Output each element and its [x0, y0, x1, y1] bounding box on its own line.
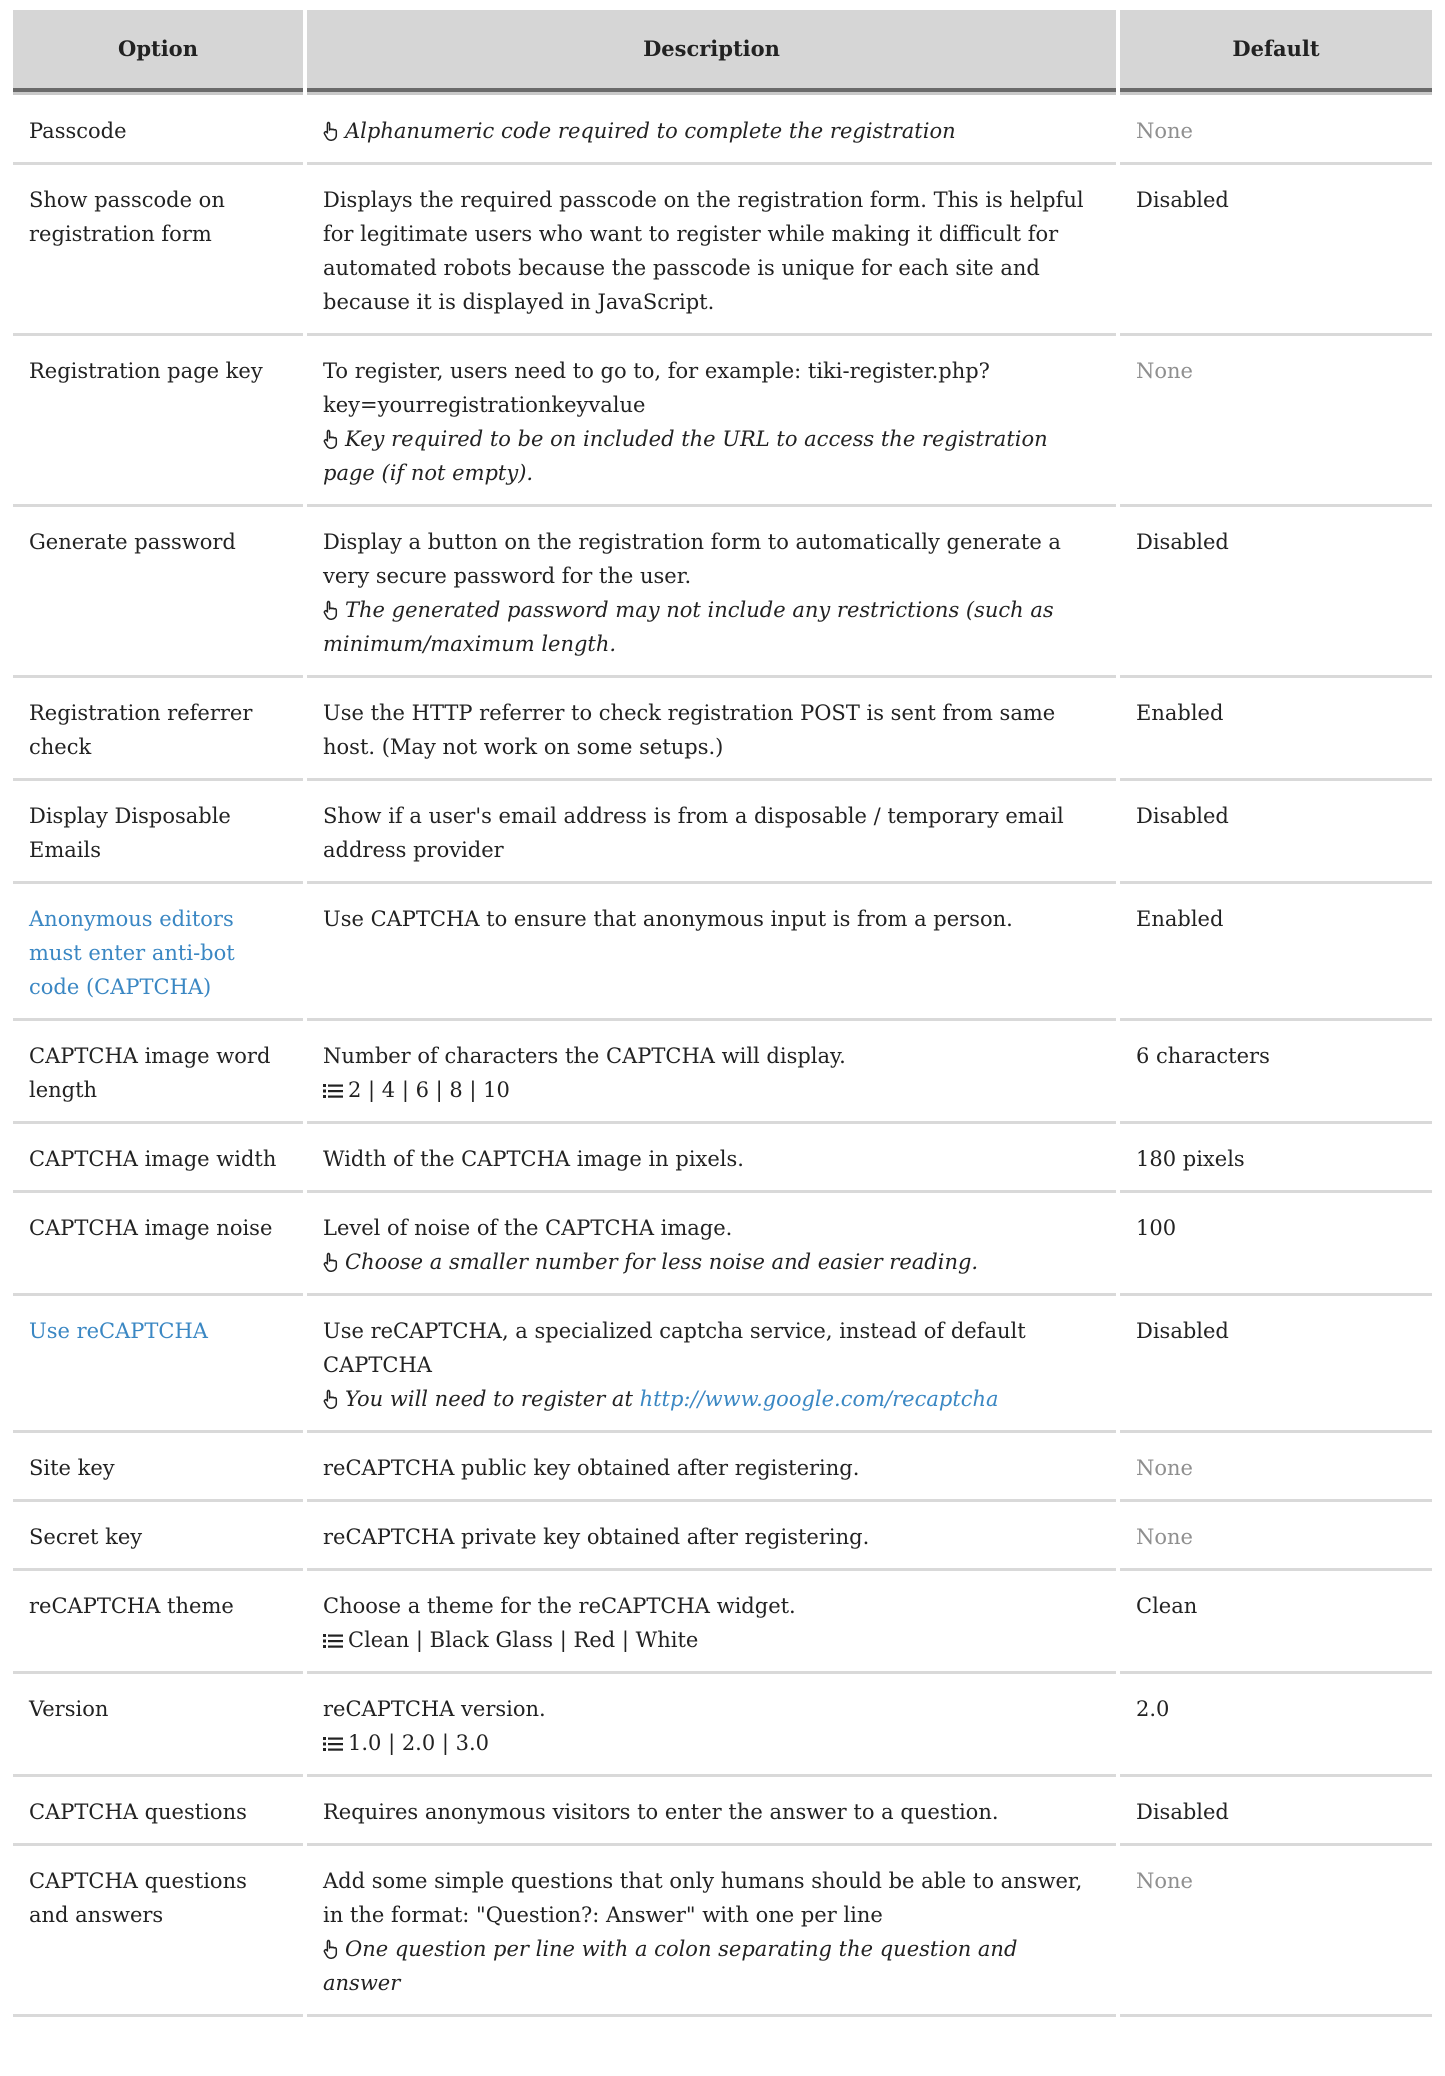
hint-line: [323, 1382, 1100, 1416]
description-text: reCAPTCHA public key obtained after registering.: [323, 1456, 860, 1480]
description-text: Add some simple questions that only humans should be able to answer, in the format: "Question?: Answer" with one per line: [323, 1869, 1083, 1927]
default-cell: [1120, 92, 1432, 165]
table-row: [13, 1777, 1432, 1846]
default-value: None: [1136, 1525, 1193, 1549]
table-row: [13, 507, 1432, 678]
description-cell: [307, 1777, 1116, 1846]
table-row: [13, 1124, 1432, 1193]
description-text: Number of characters the CAPTCHA will display.: [323, 1044, 846, 1068]
description-cell: [307, 1021, 1116, 1124]
table-row: [13, 1674, 1432, 1777]
option-cell: [13, 1571, 303, 1674]
option-cell: [13, 781, 303, 884]
description-cell: [307, 507, 1116, 678]
default-value: Disabled: [1136, 530, 1229, 554]
description-text: Choose a theme for the reCAPTCHA widget.: [323, 1594, 796, 1618]
hint-text: Choose a smaller number for less noise and easier reading.: [345, 1250, 979, 1274]
description-text: Use CAPTCHA to ensure that anonymous input is from a person.: [323, 907, 1013, 931]
choices-text: Clean | Black Glass | Red | White: [348, 1628, 699, 1652]
default-value: 180 pixels: [1136, 1147, 1245, 1171]
table-body: [13, 92, 1432, 2017]
preferences-table: [9, 10, 1436, 2017]
option-cell: [13, 1124, 303, 1193]
option-cell: [13, 1674, 303, 1777]
option-cell: [13, 1021, 303, 1124]
option-link[interactable]: Anonymous editors must enter anti-bot code (CAPTCHA): [29, 907, 235, 999]
description-cell: [307, 1296, 1116, 1433]
choices-line: [323, 1726, 1100, 1760]
default-cell: [1120, 678, 1432, 781]
option-label: Secret key: [29, 1525, 143, 1549]
option-label: CAPTCHA image width: [29, 1147, 277, 1171]
default-cell: [1120, 1846, 1432, 2017]
default-value: Enabled: [1136, 907, 1224, 931]
table-row: [13, 884, 1432, 1021]
description-text: Width of the CAPTCHA image in pixels.: [323, 1147, 744, 1171]
option-label: CAPTCHA questions and answers: [29, 1869, 247, 1927]
table-row: [13, 1502, 1432, 1571]
option-label: CAPTCHA questions: [29, 1800, 247, 1824]
hint-line: [323, 1932, 1100, 2000]
description-cell: [307, 1674, 1116, 1777]
option-cell: [13, 336, 303, 507]
table-row: [13, 1571, 1432, 1674]
column-header-default[interactable]: Default: [1120, 10, 1432, 92]
default-cell: [1120, 165, 1432, 336]
hint-text: Key required to be on included the URL to access the registration page (if not empty).: [323, 427, 1048, 485]
option-label: Display Disposable Emails: [29, 804, 231, 862]
hint-text: The generated password may not include any restrictions (such as minimum/maximum length.: [323, 598, 1054, 656]
list-icon: [323, 1073, 343, 1107]
preferences-table-container: [9, 10, 1436, 2017]
default-cell: [1120, 1433, 1432, 1502]
hand-pointer-icon: [323, 1382, 341, 1416]
option-cell: [13, 507, 303, 678]
hint-text: One question per line with a colon separating the question and answer: [323, 1937, 1018, 1995]
option-cell: [13, 884, 303, 1021]
table-row: [13, 1296, 1432, 1433]
option-label: Registration referrer check: [29, 701, 253, 759]
default-value: Disabled: [1136, 1800, 1229, 1824]
choices-text: 2 | 4 | 6 | 8 | 10: [348, 1078, 510, 1102]
hint-text: You will need to register at: [345, 1387, 640, 1411]
hint-link[interactable]: http://www.google.com/recaptcha: [639, 1387, 999, 1411]
column-header-option[interactable]: Option: [13, 10, 303, 92]
default-cell: [1120, 781, 1432, 884]
description-text: reCAPTCHA version.: [323, 1697, 546, 1721]
option-label: Registration page key: [29, 359, 263, 383]
table-row: [13, 678, 1432, 781]
default-cell: [1120, 1502, 1432, 1571]
table-row: [13, 165, 1432, 336]
default-value: None: [1136, 1456, 1193, 1480]
description-text: Level of noise of the CAPTCHA image.: [323, 1216, 733, 1240]
option-label: reCAPTCHA theme: [29, 1594, 234, 1618]
hint-line: [323, 1245, 1100, 1279]
description-text: Use the HTTP referrer to check registration POST is sent from same host. (May not work on some setups.): [323, 701, 1056, 759]
hand-pointer-icon: [323, 1245, 341, 1279]
default-value: 2.0: [1136, 1697, 1170, 1721]
description-cell: [307, 1571, 1116, 1674]
description-cell: [307, 678, 1116, 781]
hint-line: [323, 422, 1100, 490]
option-label: Version: [29, 1697, 109, 1721]
default-cell: [1120, 1296, 1432, 1433]
option-label: CAPTCHA image word length: [29, 1044, 271, 1102]
description-cell: [307, 92, 1116, 165]
table-row: [13, 1193, 1432, 1296]
description-cell: [307, 1433, 1116, 1502]
table-row: [13, 1846, 1432, 2017]
option-cell: [13, 92, 303, 165]
hand-pointer-icon: [323, 114, 341, 148]
table-row: [13, 336, 1432, 507]
default-value: 6 characters: [1136, 1044, 1270, 1068]
column-header-description[interactable]: Description: [307, 10, 1116, 92]
default-cell: [1120, 1674, 1432, 1777]
hand-pointer-icon: [323, 422, 341, 456]
description-cell: [307, 1193, 1116, 1296]
default-value: 100: [1136, 1216, 1177, 1240]
default-value: Disabled: [1136, 1319, 1229, 1343]
default-value: Enabled: [1136, 701, 1224, 725]
description-cell: [307, 336, 1116, 507]
option-label: Passcode: [29, 119, 127, 143]
description-text: Use reCAPTCHA, a specialized captcha service, instead of default CAPTCHA: [323, 1319, 1026, 1377]
table-row: [13, 92, 1432, 165]
header-row: [13, 10, 1432, 92]
table-row: [13, 781, 1432, 884]
hand-pointer-icon: [323, 593, 341, 627]
default-value: Clean: [1136, 1594, 1198, 1618]
default-cell: [1120, 507, 1432, 678]
list-icon: [323, 1726, 343, 1760]
choices-line: [323, 1623, 1100, 1657]
option-link[interactable]: Use reCAPTCHA: [29, 1319, 208, 1343]
table-row: [13, 1021, 1432, 1124]
option-label: Show passcode on registration form: [29, 188, 225, 246]
option-cell: [13, 1296, 303, 1433]
option-cell: [13, 1502, 303, 1571]
description-text: Display a button on the registration form to automatically generate a very secure password for the user.: [323, 530, 1061, 588]
description-cell: [307, 1846, 1116, 2017]
default-value: Disabled: [1136, 804, 1229, 828]
description-text: Displays the required passcode on the registration form. This is helpful for legitimate users who want to register while making it difficult for automated robots because the passcode is unique for each site and because it is displayed in JavaScript.: [323, 188, 1084, 314]
default-value: None: [1136, 359, 1193, 383]
table-row: [13, 1433, 1432, 1502]
hint-line: [323, 593, 1100, 661]
list-icon: [323, 1623, 343, 1657]
choices-text: 1.0 | 2.0 | 3.0: [348, 1731, 490, 1755]
table-header: [13, 10, 1432, 92]
option-cell: [13, 1193, 303, 1296]
option-cell: [13, 1777, 303, 1846]
description-cell: [307, 165, 1116, 336]
description-text: Show if a user's email address is from a disposable / temporary email address provider: [323, 804, 1064, 862]
description-cell: [307, 781, 1116, 884]
option-label: Generate password: [29, 530, 236, 554]
option-cell: [13, 1846, 303, 2017]
default-cell: [1120, 1777, 1432, 1846]
description-cell: [307, 884, 1116, 1021]
hand-pointer-icon: [323, 1932, 341, 1966]
option-cell: [13, 165, 303, 336]
description-text: Requires anonymous visitors to enter the answer to a question.: [323, 1800, 999, 1824]
default-cell: [1120, 1021, 1432, 1124]
default-value: None: [1136, 119, 1193, 143]
hint-text: Alphanumeric code required to complete the registration: [345, 119, 956, 143]
option-label: Site key: [29, 1456, 115, 1480]
description-text: reCAPTCHA private key obtained after registering.: [323, 1525, 870, 1549]
choices-line: [323, 1073, 1100, 1107]
default-cell: [1120, 1124, 1432, 1193]
default-cell: [1120, 1571, 1432, 1674]
hint-line: [323, 114, 1100, 148]
description-cell: [307, 1124, 1116, 1193]
default-value: Disabled: [1136, 188, 1229, 212]
option-label: CAPTCHA image noise: [29, 1216, 273, 1240]
default-cell: [1120, 336, 1432, 507]
description-text: To register, users need to go to, for example: tiki-register.php?key=yourregistrationkeyvalue: [323, 359, 990, 417]
option-cell: [13, 1433, 303, 1502]
option-cell: [13, 678, 303, 781]
default-cell: [1120, 1193, 1432, 1296]
description-cell: [307, 1502, 1116, 1571]
default-cell: [1120, 884, 1432, 1021]
default-value: None: [1136, 1869, 1193, 1893]
